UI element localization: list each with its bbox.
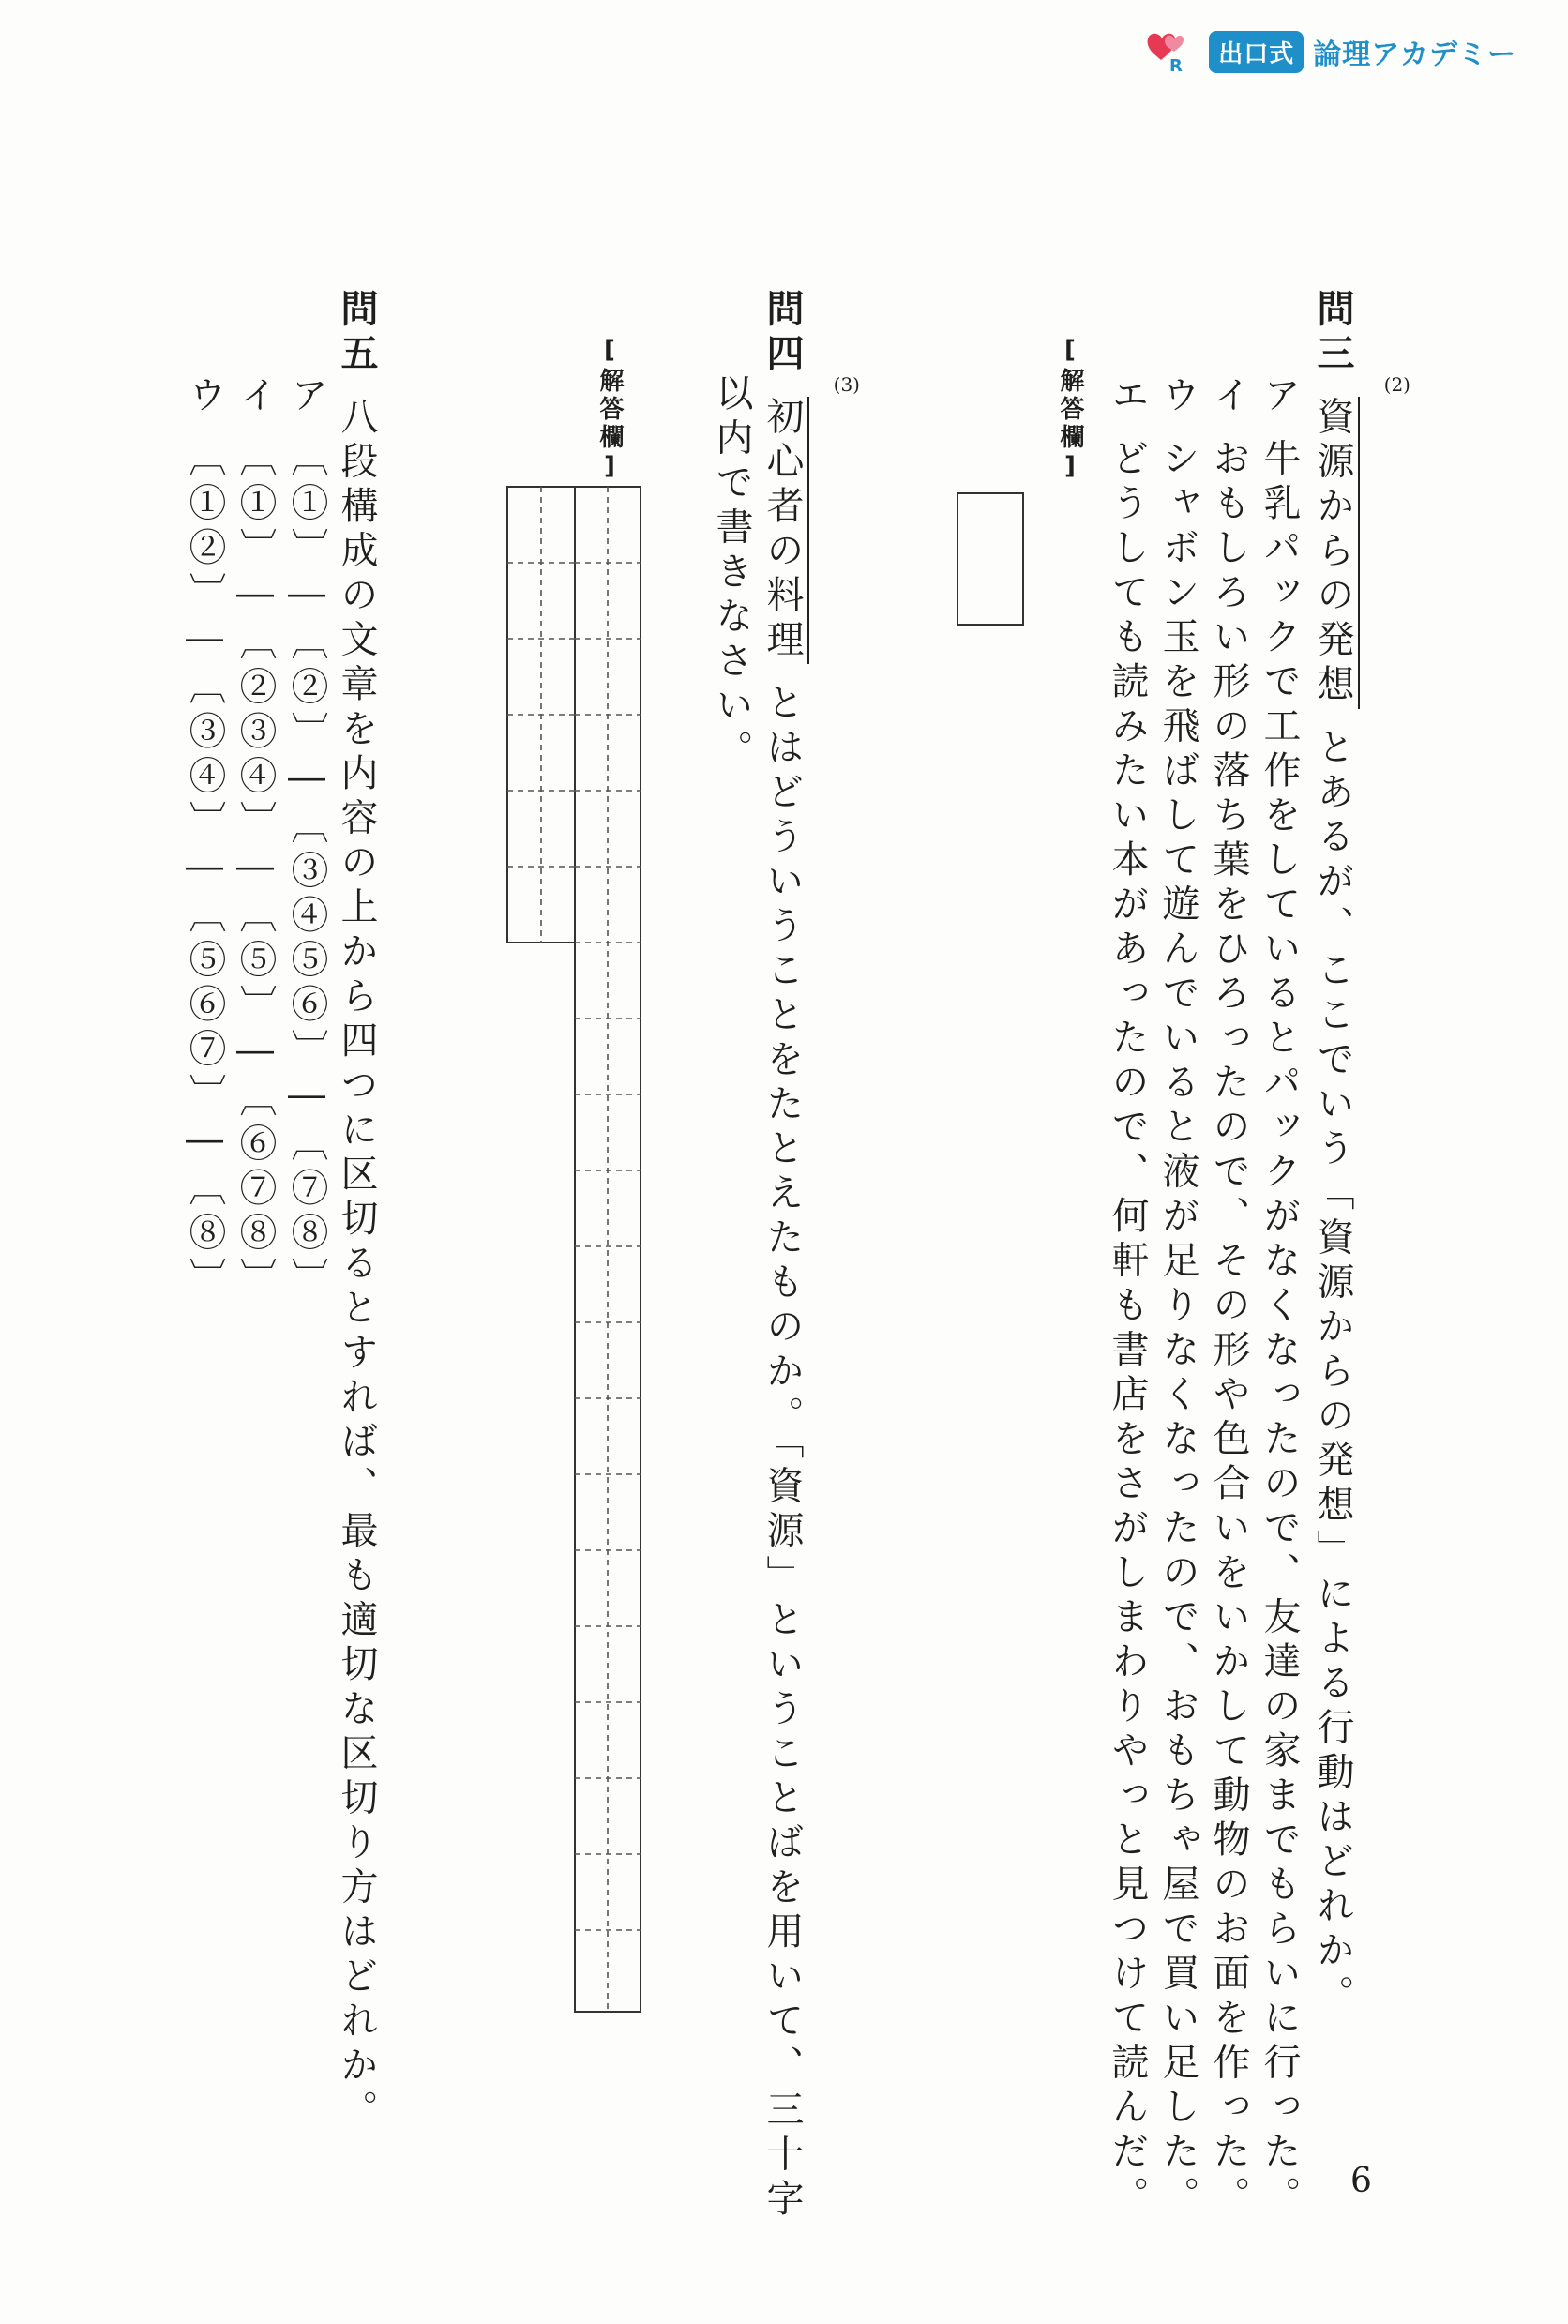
q3-label: 問三 [1311, 289, 1354, 378]
q4-prompt-line-2: 以内で書きなさい。 [710, 373, 753, 775]
q5-option-a-text: 〔①〕―〔②〕―〔③④⑤⑥〕―〔⑦⑧〕 [285, 438, 328, 1302]
q3-option-i-text: おもしろい形の落ち葉をひろったので、その形や色合いをいかして動物のお面を作った。 [1207, 438, 1250, 2221]
q4-prompt [761, 289, 804, 2224]
q3-answer-label: [解答欄] [1056, 336, 1084, 484]
brand-header [1141, 26, 1516, 77]
page-number: 6 [1350, 2162, 1372, 2200]
brand-name: 論理アカデミー [1313, 38, 1516, 71]
q5-prompt-text: 八段構成の文章を内容の上から四つに区切るとすれば、最も適切な区切り方はどれか。 [335, 397, 378, 2135]
q4-prompt-text: とはどういうことをたとえたものか。「資源」ということばを用いて、三十字 [761, 683, 804, 2224]
q3-option-u-text: シャボン玉を飛ばして遊んでいると液が足りなくなったので、おもちゃ屋で買い足した。 [1156, 438, 1199, 2221]
q3-option-i [1207, 375, 1250, 2221]
svg-text:R: R [1169, 56, 1184, 76]
q5-option-u-text: 〔①②〕―〔③④〕―〔⑤⑥⑦〕―〔⑧〕 [183, 438, 226, 1302]
q3-option-a [1258, 375, 1301, 2221]
q5-option-i-text: 〔①〕―〔②③④〕―〔⑤〕―〔⑥⑦⑧〕 [234, 438, 277, 1302]
q5-option-i-key: イ [234, 375, 277, 420]
q5-option-u [183, 375, 226, 1302]
q3-option-a-text: 牛乳パックで工作をしているとパックがなくなったので、友達の家までもらいに行った。 [1258, 438, 1301, 2221]
q5-option-a [285, 375, 328, 1302]
q3-option-e-text: どうしても読みたい本があったので、何軒も書店をさがしまわりやっと見つけて読んだ。 [1106, 438, 1149, 2221]
q5-prompt [335, 289, 378, 2135]
q3-prompt [1311, 289, 1354, 2019]
q4-grid-svg [506, 486, 642, 2015]
q3-ref-number: (2) [1383, 373, 1410, 396]
q4-underlined-phrase: 初心者の料理 [761, 397, 809, 664]
q3-option-e-key: エ [1106, 375, 1149, 420]
q3-answer-box[interactable] [957, 492, 1024, 626]
brand-badge: 出口式 [1209, 31, 1304, 73]
q3-option-i-key: イ [1207, 375, 1250, 420]
q5-option-u-key: ウ [183, 375, 226, 420]
q3-underlined-phrase: 資源からの発想 [1311, 397, 1360, 709]
q5-label: 問五 [335, 289, 378, 378]
q3-prompt-text: とあるが、ここでいう「資源からの発想」による行動はどれか。 [1311, 727, 1354, 2019]
q4-answer-grid[interactable] [506, 486, 642, 2018]
q4-answer-label: [解答欄] [596, 336, 624, 484]
q5-option-a-key: ア [285, 375, 328, 420]
heart-r-logo-icon [1141, 26, 1199, 77]
q5-option-i [234, 375, 277, 1302]
q3-option-e [1106, 375, 1149, 2221]
q3-option-u-key: ウ [1156, 375, 1199, 420]
q4-ref-number: (3) [833, 373, 860, 396]
q3-option-u [1156, 375, 1199, 2221]
q4-label: 問四 [761, 289, 804, 378]
q3-option-a-key: ア [1258, 375, 1301, 420]
